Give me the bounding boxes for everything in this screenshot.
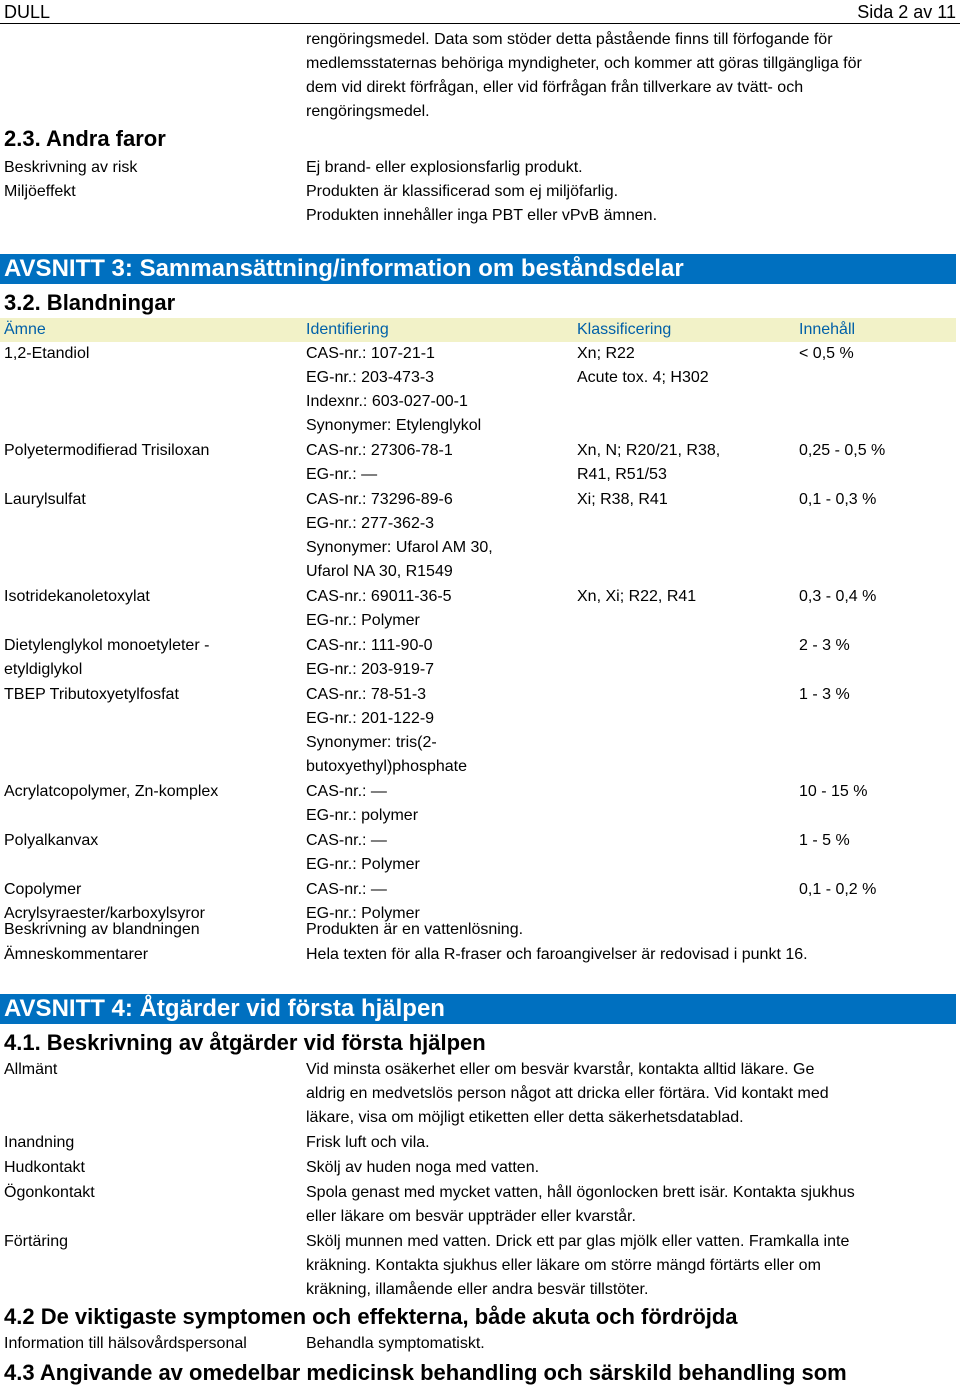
- mix-desc-value: Produkten är en vattenlösning.: [306, 921, 524, 938]
- col-header-classification: Klassificering: [577, 321, 672, 338]
- cell-line: Synonymer: Ufarol AM 30,: [306, 539, 493, 556]
- cell-line: CAS-nr.: 69011-36-5: [306, 588, 452, 605]
- cell-line: Copolymer: [4, 881, 82, 898]
- text-line: Produkten innehåller inga PBT eller vPvB ämnen.: [306, 207, 658, 224]
- heading-4-3: 4.3 Angivande av omedelbar medicinsk behandling och särskild behandling som: [4, 1360, 847, 1385]
- cell-content: 10 - 15 %: [799, 783, 868, 800]
- section-3-banner: AVSNITT 3: Sammansättning/information om beståndsdelar: [0, 254, 956, 284]
- cell-line: Acrylatcopolymer, Zn-komplex: [4, 783, 219, 800]
- table-row: [0, 488, 956, 585]
- cell-line: R41, R51/53: [577, 466, 667, 483]
- first-aid-text: [306, 1156, 946, 1180]
- brand-name: DULL: [4, 2, 51, 22]
- first-aid-label: Förtäring: [4, 1233, 69, 1250]
- cell-line: Xn, Xi; R22, R41: [577, 588, 697, 605]
- cell-line: butoxyethyl)phosphate: [306, 758, 467, 775]
- cell-line: 1,2-Etandiol: [4, 345, 90, 362]
- cell-substance: [4, 780, 299, 804]
- table-row: [0, 634, 956, 683]
- cell-identification: [306, 780, 571, 828]
- cell-line: CAS-nr.: 27306-78-1: [306, 442, 453, 459]
- cell-substance: [4, 585, 299, 609]
- section-4-banner: AVSNITT 4: Åtgärder vid första hjälpen: [0, 994, 956, 1024]
- cell-line: Xn; R22: [577, 345, 635, 362]
- cell-identification: [306, 488, 571, 584]
- text-line: aldrig en medvetslös person något att dricka eller förtära. Vid kontakt med: [306, 1085, 829, 1102]
- table-row: [0, 342, 956, 439]
- env-value: [306, 180, 946, 228]
- page-number: Sida 2 av 11: [857, 2, 956, 22]
- cell-substance: [4, 342, 299, 366]
- cell-classification: [577, 488, 792, 512]
- risk-label: Beskrivning av risk: [4, 159, 138, 176]
- text-line: Skölj av huden noga med vatten.: [306, 1159, 540, 1176]
- cell-line: CAS-nr.: 111-90-0: [306, 637, 433, 654]
- cell-content: 2 - 3 %: [799, 637, 850, 654]
- cell-classification: [577, 342, 792, 390]
- cell-line: Acrylsyraester/karboxylsyror: [4, 905, 205, 922]
- health-info-label: Information till hälsovårdspersonal: [4, 1335, 247, 1352]
- mix-desc-label: Beskrivning av blandningen: [4, 921, 200, 938]
- cell-line: EG-nr.: 203-919-7: [306, 661, 435, 678]
- text-line: Vid minsta osäkerhet eller om besvär kvarstår, kontakta alltid läkare. Ge: [306, 1061, 815, 1078]
- heading-4-2: 4.2 De viktigaste symptomen och effekterna, både akuta och fördröjda: [4, 1304, 738, 1329]
- text-line: eller läkare om besvär uppträder eller kvarstår.: [306, 1208, 636, 1225]
- first-aid-label: Inandning: [4, 1134, 75, 1151]
- text-line: läkare, visa om möjligt etiketten eller detta säkerhetsdatablad.: [306, 1109, 744, 1126]
- cell-content: 0,25 - 0,5 %: [799, 442, 886, 459]
- table-row: [0, 585, 956, 634]
- cell-substance: [4, 683, 299, 707]
- cell-content: 0,1 - 0,2 %: [799, 881, 877, 898]
- heading-2-3: 2.3. Andra faror: [4, 126, 166, 151]
- cell-substance: [4, 829, 299, 853]
- intro-paragraph: [306, 28, 946, 124]
- risk-value: Ej brand- eller explosionsfarlig produkt.: [306, 159, 583, 176]
- cell-line: Polyalkanvax: [4, 832, 99, 849]
- cell-identification: [306, 585, 571, 633]
- table-row: [0, 780, 956, 829]
- cell-line: CAS-nr.: 73296-89-6: [306, 491, 453, 508]
- cell-substance: [4, 439, 299, 463]
- text-line: kräkning. Kontakta sjukhus eller läkare om större mängd förtärts eller om: [306, 1257, 821, 1274]
- cell-content: 0,3 - 0,4 %: [799, 588, 877, 605]
- cell-line: CAS-nr.: —: [306, 881, 387, 898]
- text-line: rengöringsmedel. Data som stöder detta påstående finns till förfogande för: [306, 31, 833, 48]
- cell-line: EG-nr.: 277-362-3: [306, 515, 435, 532]
- first-aid-label: Ögonkontakt: [4, 1184, 95, 1201]
- cell-line: EG-nr.: 201-122-9: [306, 710, 435, 727]
- comments-value: Hela texten för alla R-fraser och faroangivelser är redovisad i punkt 16.: [306, 946, 808, 963]
- cell-line: Dietylenglykol monoetyleter -: [4, 637, 210, 654]
- cell-content: 0,1 - 0,3 %: [799, 491, 877, 508]
- cell-content: 1 - 5 %: [799, 832, 850, 849]
- cell-line: CAS-nr.: 78-51-3: [306, 686, 427, 703]
- cell-line: EG-nr.: 203-473-3: [306, 369, 435, 386]
- text-line: dem vid direkt förfrågan, eller vid förfrågan från tillverkare av tvätt- och: [306, 79, 804, 96]
- cell-line: CAS-nr.: 107-21-1: [306, 345, 435, 362]
- table-header: [0, 318, 956, 342]
- cell-line: Acute tox. 4; H302: [577, 369, 709, 386]
- col-header-identification: Identifiering: [306, 321, 389, 338]
- cell-line: Indexnr.: 603-027-00-1: [306, 393, 468, 410]
- cell-content: < 0,5 %: [799, 345, 854, 362]
- health-info-value: Behandla symptomatiskt.: [306, 1335, 485, 1352]
- cell-line: CAS-nr.: —: [306, 832, 387, 849]
- cell-line: EG-nr.: polymer: [306, 807, 419, 824]
- table-row: [0, 439, 956, 488]
- comments-label: Ämneskommentarer: [4, 946, 149, 963]
- cell-line: Polyetermodifierad Trisiloxan: [4, 442, 210, 459]
- cell-line: Xi; R38, R41: [577, 491, 668, 508]
- first-aid-text: [306, 1058, 946, 1130]
- cell-classification: [577, 439, 792, 487]
- cell-line: EG-nr.: —: [306, 466, 378, 483]
- cell-identification: [306, 634, 571, 682]
- cell-identification: [306, 342, 571, 438]
- table-body: [0, 342, 956, 927]
- cell-substance: [4, 488, 299, 512]
- heading-3-2: 3.2. Blandningar: [4, 290, 176, 315]
- cell-identification: [306, 683, 571, 779]
- table-row: [0, 683, 956, 780]
- cell-line: Isotridekanoletoxylat: [4, 588, 150, 605]
- cell-identification: [306, 439, 571, 487]
- text-line: Produkten är klassificerad som ej miljöfarlig.: [306, 183, 619, 200]
- ingredients-table: [0, 318, 956, 927]
- text-line: rengöringsmedel.: [306, 103, 430, 120]
- heading-4-1: 4.1. Beskrivning av åtgärder vid första hjälpen: [4, 1030, 486, 1055]
- first-aid-text: [306, 1131, 946, 1155]
- cell-substance: [4, 634, 299, 682]
- cell-line: CAS-nr.: —: [306, 783, 387, 800]
- col-header-substance: Ämne: [4, 321, 46, 338]
- text-line: kräkning, illamående eller andra besvär tillstöter.: [306, 1281, 649, 1298]
- cell-line: etyldiglykol: [4, 661, 83, 678]
- first-aid-label: Allmänt: [4, 1061, 58, 1078]
- first-aid-text: [306, 1230, 946, 1302]
- cell-line: EG-nr.: Polymer: [306, 856, 420, 873]
- page-header: [0, 0, 960, 26]
- cell-content: 1 - 3 %: [799, 686, 850, 703]
- text-line: Skölj munnen med vatten. Drick ett par glas mjölk eller vatten. Framkalla inte: [306, 1233, 850, 1250]
- env-label: Miljöeffekt: [4, 183, 76, 200]
- cell-classification: [577, 585, 792, 609]
- cell-line: EG-nr.: Polymer: [306, 612, 420, 629]
- cell-line: Laurylsulfat: [4, 491, 86, 508]
- cell-identification: [306, 829, 571, 877]
- cell-line: EG-nr.: Polymer: [306, 905, 420, 922]
- cell-line: TBEP Tributoxyetylfosfat: [4, 686, 179, 703]
- first-aid-text: [306, 1181, 946, 1229]
- cell-line: Synonymer: tris(2-: [306, 734, 437, 751]
- table-row: [0, 829, 956, 878]
- header-rule: [0, 23, 960, 24]
- col-header-content: Innehåll: [799, 321, 856, 338]
- cell-line: Ufarol NA 30, R1549: [306, 563, 453, 580]
- text-line: medlemsstaternas behöriga myndigheter, och kommer att göras tillgängliga för: [306, 55, 862, 72]
- text-line: Spola genast med mycket vatten, håll ögonlocken brett isär. Kontakta sjukhus: [306, 1184, 855, 1201]
- cell-line: Xn, N; R20/21, R38,: [577, 442, 721, 459]
- cell-line: Synonymer: Etylenglykol: [306, 417, 482, 434]
- text-line: Frisk luft och vila.: [306, 1134, 430, 1151]
- first-aid-label: Hudkontakt: [4, 1159, 85, 1176]
